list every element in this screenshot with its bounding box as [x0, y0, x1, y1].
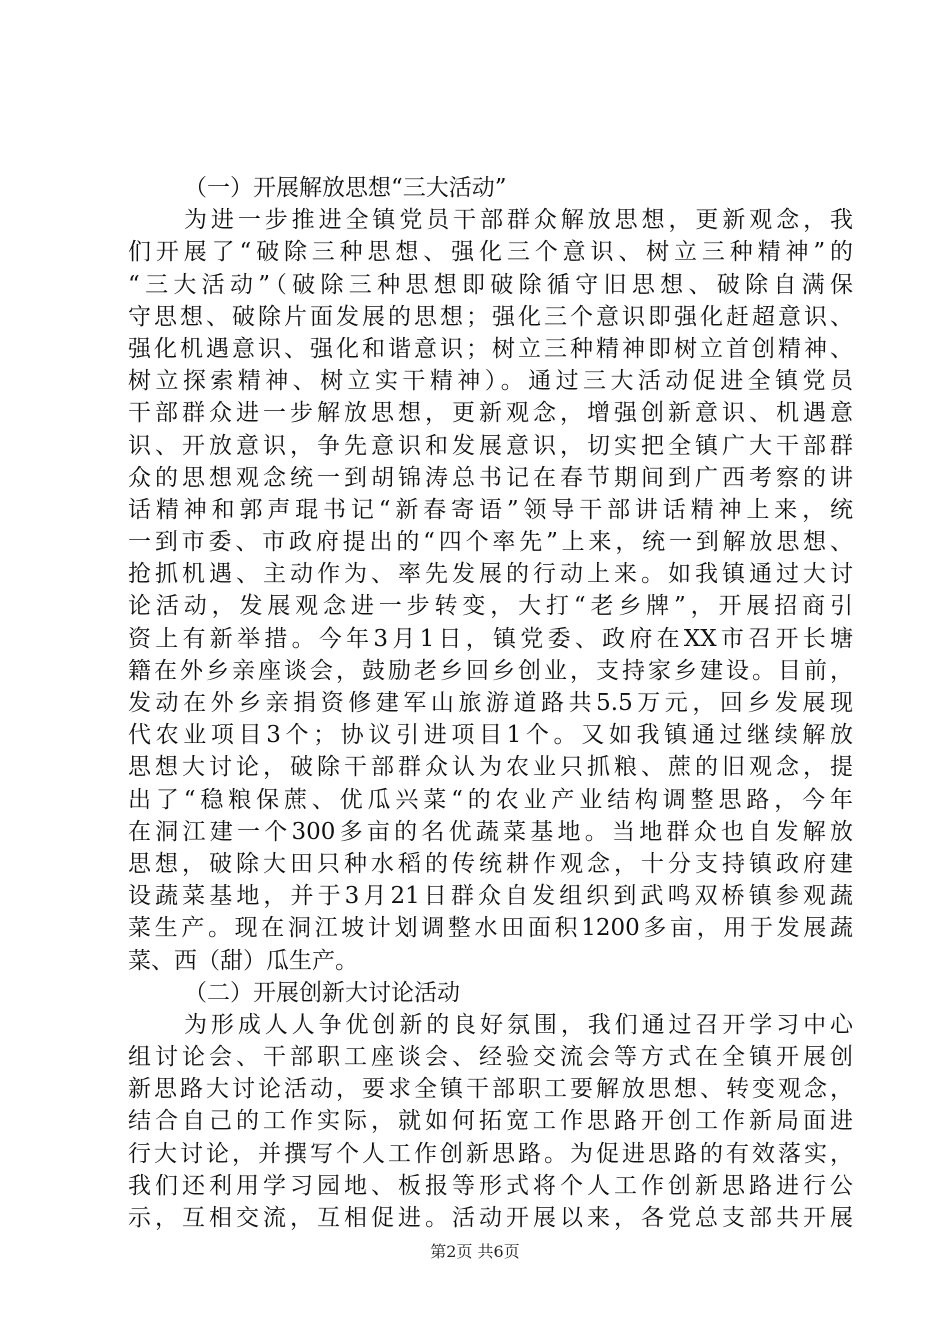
paragraph-line: 们开展了“破除三种思想、强化三个意识、树立三种精神”的 [128, 239, 853, 266]
paragraph-line: 代农业项目3个；协议引进项目1个。又如我镇通过继续解放 [128, 722, 853, 749]
paragraph-line: 组讨论会、干部职工座谈会、经验交流会等方式在全镇开展创 [128, 1044, 853, 1071]
paragraph-line: 示，互相交流，互相促进。活动开展以来，各党总支部共开展 [128, 1205, 853, 1231]
section-heading-2: （二）开展创新大讨论活动 [184, 979, 460, 1006]
paragraph-line: 发动在外乡亲捐资修建军山旅游道路共5.5万元，回乡发展现 [128, 690, 853, 716]
paragraph-line: 识、开放意识，争先意识和发展意识，切实把全镇广大干部群 [128, 432, 853, 459]
paragraph-line: 守思想、破除片面发展的思想；强化三个意识即强化赶超意识、 [128, 303, 853, 330]
paragraph-line: 抢抓机遇、主动作为、率先发展的行动上来。如我镇通过大讨 [128, 561, 853, 588]
paragraph-line: 在洞江建一个300多亩的名优蔬菜基地。当地群众也自发解放 [128, 818, 853, 845]
paragraph-line: 设蔬菜基地，并于3月21日群众自发组织到武鸣双桥镇参观蔬 [128, 883, 853, 910]
document-body [128, 172, 853, 1234]
paragraph-line: 新思路大讨论活动，要求全镇干部职工要解放思想、转变观念， [128, 1076, 853, 1103]
paragraph-line: 籍在外乡亲座谈会，鼓励老乡回乡创业，支持家乡建设。目前， [128, 657, 853, 684]
paragraph-line: 众的思想观念统一到胡锦涛总书记在春节期间到广西考察的讲 [128, 464, 853, 491]
paragraph-line: 菜、西（甜）瓜生产。 [128, 947, 358, 974]
paragraph-line: 结合自己的工作实际，就如何拓宽工作思路开创工作新局面进 [128, 1108, 853, 1135]
paragraph-line: 思想大讨论，破除干部群众认为农业只抓粮、蔗的旧观念，提 [128, 754, 853, 781]
paragraph-line: 为进一步推进全镇党员干部群众解放思想，更新观念，我 [184, 207, 853, 234]
section-heading-1: （一）开展解放思想“三大活动” [184, 175, 507, 201]
paragraph-line: 出了“稳粮保蔗、优瓜兴菜“的农业产业结构调整思路，今年 [128, 786, 853, 813]
page-number-footer: 第2页 共6页 [430, 1242, 520, 1261]
paragraph-line: 论活动，发展观念进一步转变，大打“老乡牌”，开展招商引 [128, 593, 853, 620]
paragraph-line: 资上有新举措。今年3月1日，镇党委、政府在XX市召开长塘 [128, 625, 853, 652]
paragraph-line: 一到市委、市政府提出的“四个率先”上来，统一到解放思想、 [128, 529, 853, 556]
paragraph-line: 行大讨论，并撰写个人工作创新思路。为促进思路的有效落实， [128, 1140, 853, 1167]
paragraph-line: 干部群众进一步解放思想，更新观念，增强创新意识、机遇意 [128, 400, 853, 427]
paragraph-line: 菜生产。现在洞江坡计划调整水田面积1200多亩，用于发展蔬 [128, 915, 853, 942]
paragraph-line: 话精神和郭声琨书记“新春寄语”领导干部讲话精神上来，统 [128, 496, 853, 523]
paragraph-line: 我们还利用学习园地、板报等形式将个人工作创新思路进行公 [128, 1172, 853, 1199]
paragraph-line: “三大活动”（破除三种思想即破除循守旧思想、破除自满保 [128, 271, 853, 298]
paragraph-line: 思想，破除大田只种水稻的传统耕作观念，十分支持镇政府建 [128, 850, 853, 877]
paragraph-line: 强化机遇意识、强化和谐意识；树立三种精神即树立首创精神、 [128, 335, 853, 362]
paragraph-line: 为形成人人争优创新的良好氛围，我们通过召开学习中心 [184, 1011, 853, 1038]
paragraph-line: 树立探索精神、树立实干精神）。通过三大活动促进全镇党员 [128, 368, 853, 395]
